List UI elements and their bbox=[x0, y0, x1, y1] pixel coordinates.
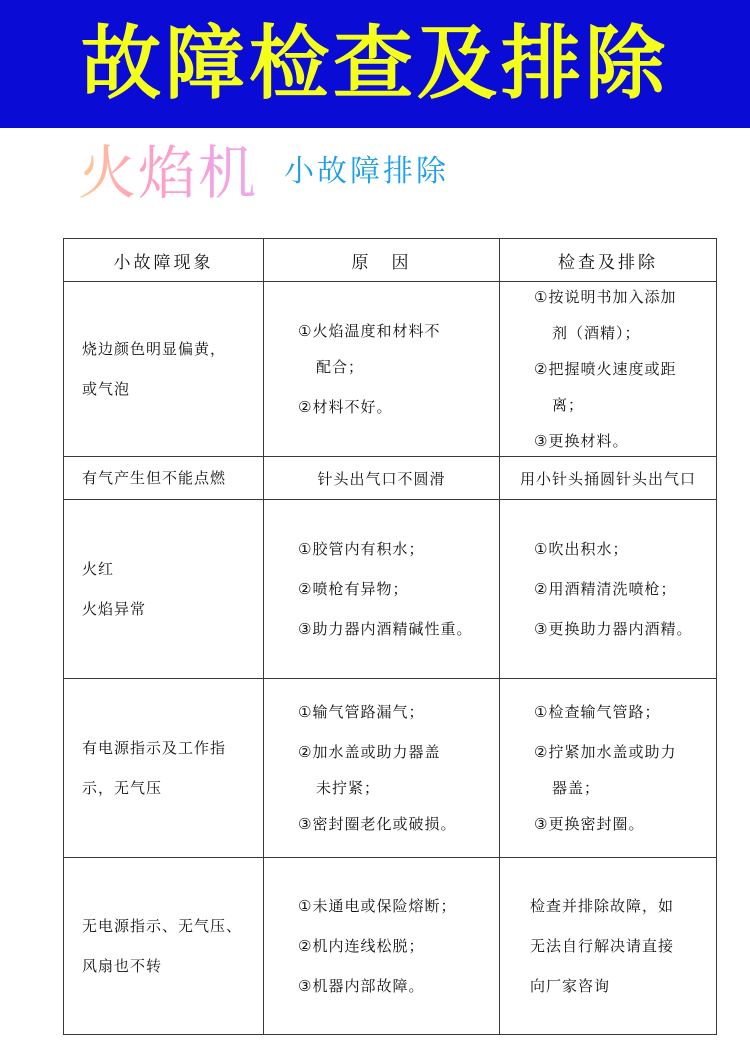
solution-line: 无法自行解决请直接 bbox=[530, 937, 675, 955]
cause-item: ②喷枪有异物； bbox=[298, 580, 409, 598]
column-header-solution: 检查及排除 bbox=[500, 239, 717, 282]
cause-cell bbox=[264, 500, 500, 679]
symptom-line: 无电源指示、无气压、 bbox=[82, 917, 243, 935]
cause-item: ②机内连线松脱； bbox=[298, 937, 425, 955]
solution-line: 检查并排除故障，如 bbox=[530, 897, 675, 915]
table-row bbox=[64, 457, 717, 500]
symptom-cell bbox=[64, 679, 264, 858]
header-banner bbox=[0, 0, 750, 128]
solution-cell bbox=[500, 679, 717, 858]
symptom-line: 风扇也不转 bbox=[82, 957, 163, 975]
table-row bbox=[64, 500, 717, 679]
machine-name: 火焰机 bbox=[78, 139, 259, 207]
solution-item-continuation: 器盖； bbox=[552, 779, 601, 797]
section-subtitle: 小故障排除 bbox=[284, 154, 450, 189]
cause-item: ①未通电或保险熔断； bbox=[298, 897, 457, 915]
solution-line: 向厂家咨询 bbox=[530, 977, 611, 995]
solution-item: ③更换材料。 bbox=[534, 432, 629, 450]
cause-cell: 针头出气口不圆滑 bbox=[264, 457, 500, 500]
solution-cell bbox=[500, 282, 717, 457]
cause-cell bbox=[264, 858, 500, 1035]
solution-item: ③更换密封圈。 bbox=[534, 815, 645, 833]
cause-cell bbox=[264, 282, 500, 457]
solution-cell: 用小针头捅圆针头出气口 bbox=[500, 457, 717, 500]
symptom-line: 火红 bbox=[82, 560, 115, 578]
table-row bbox=[64, 679, 717, 858]
solution-item: ②拧紧加水盖或助力 bbox=[534, 743, 677, 761]
table-row bbox=[64, 282, 717, 457]
column-header-symptom: 小故障现象 bbox=[64, 239, 264, 282]
troubleshooting-table bbox=[63, 238, 716, 1035]
symptom-line: 示，无气压 bbox=[82, 779, 163, 797]
solution-cell bbox=[500, 500, 717, 679]
cause-item: ③助力器内酒精碱性重。 bbox=[298, 620, 473, 638]
solution-item-continuation: 剂（酒精）； bbox=[552, 324, 641, 342]
cause-item: ①输气管路漏气； bbox=[298, 703, 425, 721]
symptom-cell bbox=[64, 282, 264, 457]
column-header-cause: 原 因 bbox=[264, 239, 500, 282]
cause-item: ①胶管内有积水； bbox=[298, 540, 425, 558]
section-header bbox=[78, 138, 449, 218]
cause-item-continuation: 配合； bbox=[316, 358, 365, 376]
solution-cell bbox=[500, 858, 717, 1035]
cause-item: ①火焰温度和材料不 bbox=[298, 322, 441, 340]
table-header-row bbox=[64, 239, 717, 282]
cause-item: ③机器内部故障。 bbox=[298, 977, 425, 995]
symptom-cell bbox=[64, 858, 264, 1035]
solution-item: ①检查输气管路； bbox=[534, 703, 661, 721]
symptom-line: 或气泡 bbox=[82, 380, 131, 398]
symptom-cell bbox=[64, 500, 264, 679]
solution-item: ①吹出积水； bbox=[534, 540, 629, 558]
symptom-line: 烧边颜色明显偏黄， bbox=[82, 340, 227, 358]
solution-item-continuation: 离； bbox=[552, 396, 585, 414]
solution-item: ①按说明书加入添加 bbox=[534, 288, 677, 306]
solution-item: ②用酒精清洗喷枪； bbox=[534, 580, 677, 598]
cause-item: ②加水盖或助力器盖 bbox=[298, 743, 441, 761]
solution-item: ③更换助力器内酒精。 bbox=[534, 620, 693, 638]
cause-item-continuation: 未拧紧； bbox=[316, 779, 381, 797]
solution-item: ②把握喷火速度或距 bbox=[534, 360, 677, 378]
page-title: 故障检查及排除 bbox=[81, 17, 669, 110]
symptom-line: 有电源指示及工作指 bbox=[82, 739, 227, 757]
cause-item: ②材料不好。 bbox=[298, 398, 393, 416]
symptom-cell bbox=[64, 457, 264, 500]
symptom-line: 有气产生但不能点燃 bbox=[82, 469, 227, 487]
table-row bbox=[64, 858, 717, 1035]
symptom-line: 火焰异常 bbox=[82, 600, 147, 618]
cause-item: ③密封圈老化或破损。 bbox=[298, 815, 457, 833]
cause-cell bbox=[264, 679, 500, 858]
